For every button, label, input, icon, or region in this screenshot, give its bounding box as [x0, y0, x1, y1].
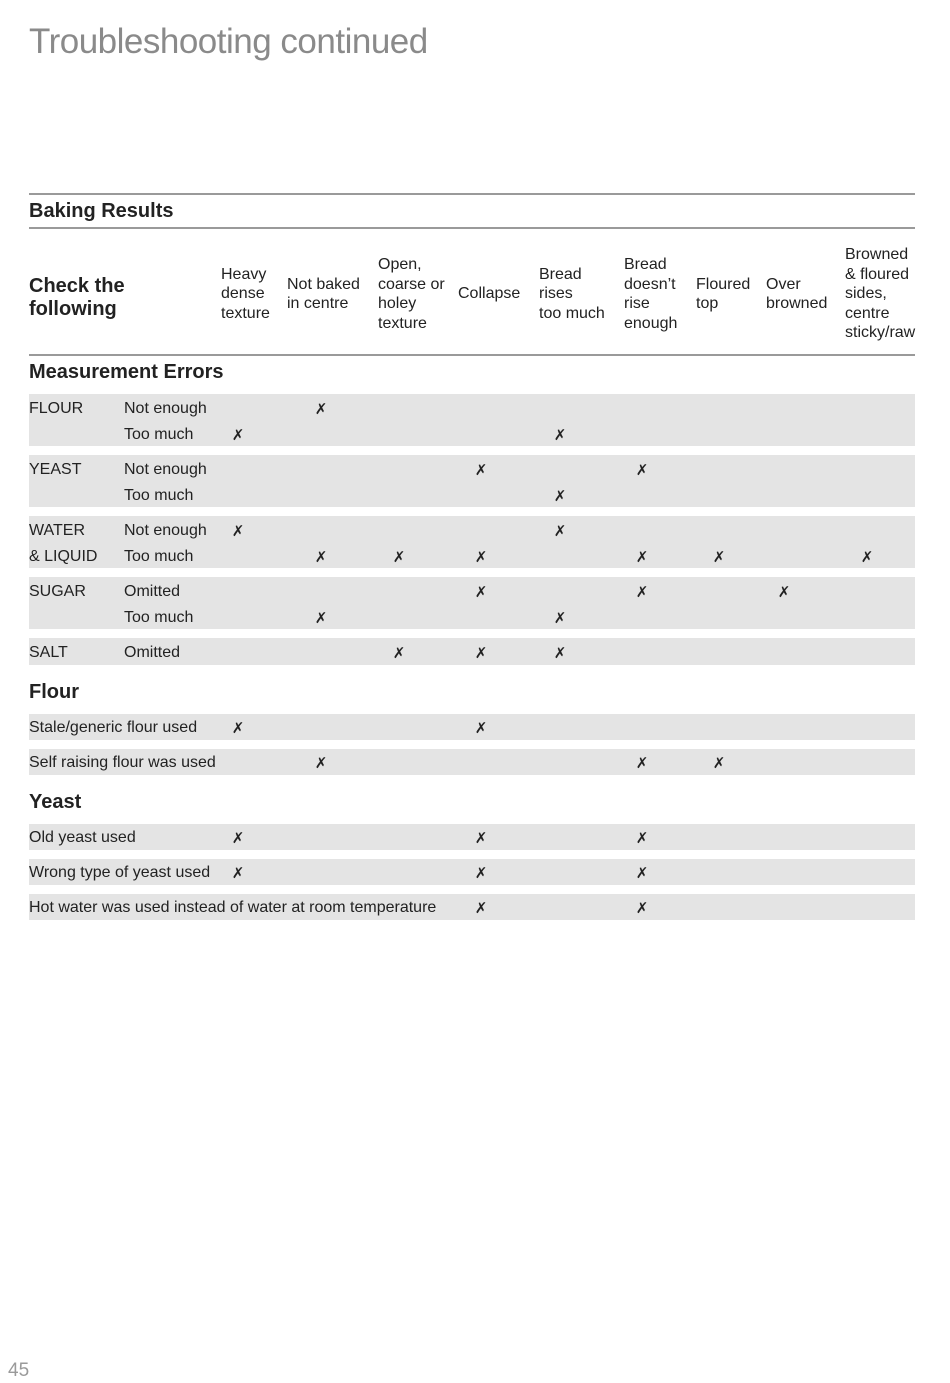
- cross-mark: ✗: [474, 828, 488, 847]
- column-header: Browned & floured sides, centre sticky/raw: [845, 246, 916, 342]
- ingredient-label: SUGAR: [29, 583, 86, 600]
- cross-mark: ✗: [635, 753, 649, 772]
- cross-mark: ✗: [474, 898, 488, 917]
- cross-mark: ✗: [474, 461, 488, 479]
- page-title: Troubleshooting continued: [29, 22, 428, 61]
- row-label: Wrong type of yeast used: [29, 863, 211, 881]
- column-header: Heavy dense texture: [221, 265, 270, 322]
- cross-mark: ✗: [231, 425, 245, 444]
- cross-mark: ✗: [635, 863, 649, 882]
- cross-mark: ✗: [553, 522, 567, 540]
- cross-mark: ✗: [231, 863, 245, 882]
- cross-mark: ✗: [635, 583, 649, 601]
- cross-mark: ✗: [474, 547, 488, 566]
- ingredient-label: FLOUR: [29, 400, 84, 417]
- column-header: Open, coarse or holey texture: [378, 256, 445, 332]
- section-heading: Yeast: [29, 790, 82, 813]
- column-header: Floured top: [696, 275, 751, 312]
- column-header: Bread rises too much: [539, 265, 605, 322]
- column-header: Not baked in centre: [287, 275, 360, 312]
- row-label: Self raising flour was used: [29, 753, 216, 771]
- ingredient-label: WATER: [29, 522, 85, 539]
- column-header: Over browned: [766, 275, 828, 312]
- cross-mark: ✗: [553, 608, 567, 627]
- condition-label: Not enough: [124, 461, 207, 478]
- condition-label: Too much: [124, 608, 194, 626]
- condition-label: Too much: [124, 425, 194, 443]
- cross-mark: ✗: [474, 644, 488, 662]
- section-heading: Flour: [29, 680, 79, 703]
- ingredient-label: YEAST: [29, 461, 82, 478]
- cross-mark: ✗: [635, 898, 649, 917]
- column-header: Bread doesn’t rise enough: [624, 256, 678, 332]
- cross-mark: ✗: [314, 400, 328, 418]
- check-the-following-heading: Check the following: [29, 275, 125, 320]
- cross-mark: ✗: [712, 753, 726, 772]
- cross-mark: ✗: [860, 547, 874, 566]
- condition-label: Not enough: [124, 522, 207, 539]
- cross-mark: ✗: [314, 608, 328, 627]
- condition-label: Omitted: [124, 644, 181, 661]
- cross-mark: ✗: [474, 718, 488, 737]
- condition-label: Too much: [124, 486, 194, 504]
- ingredient-label: & LIQUID: [29, 547, 98, 565]
- cross-mark: ✗: [231, 522, 245, 540]
- condition-label: Not enough: [124, 400, 207, 417]
- row-label: Hot water was used instead of water at room temperature: [29, 898, 437, 916]
- cross-mark: ✗: [474, 583, 488, 601]
- cross-mark: ✗: [635, 828, 649, 847]
- condition-label: Omitted: [124, 583, 181, 600]
- cross-mark: ✗: [712, 547, 726, 566]
- cross-mark: ✗: [635, 461, 649, 479]
- condition-label: Too much: [124, 547, 194, 565]
- cross-mark: ✗: [553, 486, 567, 505]
- row-label: Stale/generic flour used: [29, 718, 198, 736]
- cross-mark: ✗: [553, 425, 567, 444]
- section-heading: Measurement Errors: [29, 361, 224, 383]
- table-top-rule: [29, 193, 915, 195]
- cross-mark: ✗: [314, 547, 328, 566]
- header-bottom-rule: [29, 354, 915, 356]
- cross-mark: ✗: [231, 828, 245, 847]
- page-number: 45: [8, 1360, 30, 1381]
- table-title-rule: [29, 227, 915, 229]
- cross-mark: ✗: [231, 718, 245, 737]
- cross-mark: ✗: [392, 547, 406, 566]
- cross-mark: ✗: [314, 753, 328, 772]
- cross-mark: ✗: [474, 863, 488, 882]
- column-header: Collapse: [458, 285, 521, 303]
- cross-mark: ✗: [777, 583, 791, 601]
- cross-mark: ✗: [553, 644, 567, 662]
- cross-mark: ✗: [392, 644, 406, 662]
- cross-mark: ✗: [635, 547, 649, 566]
- row-label: Old yeast used: [29, 828, 136, 846]
- ingredient-label: SALT: [29, 644, 68, 661]
- table-title: Baking Results: [29, 200, 174, 222]
